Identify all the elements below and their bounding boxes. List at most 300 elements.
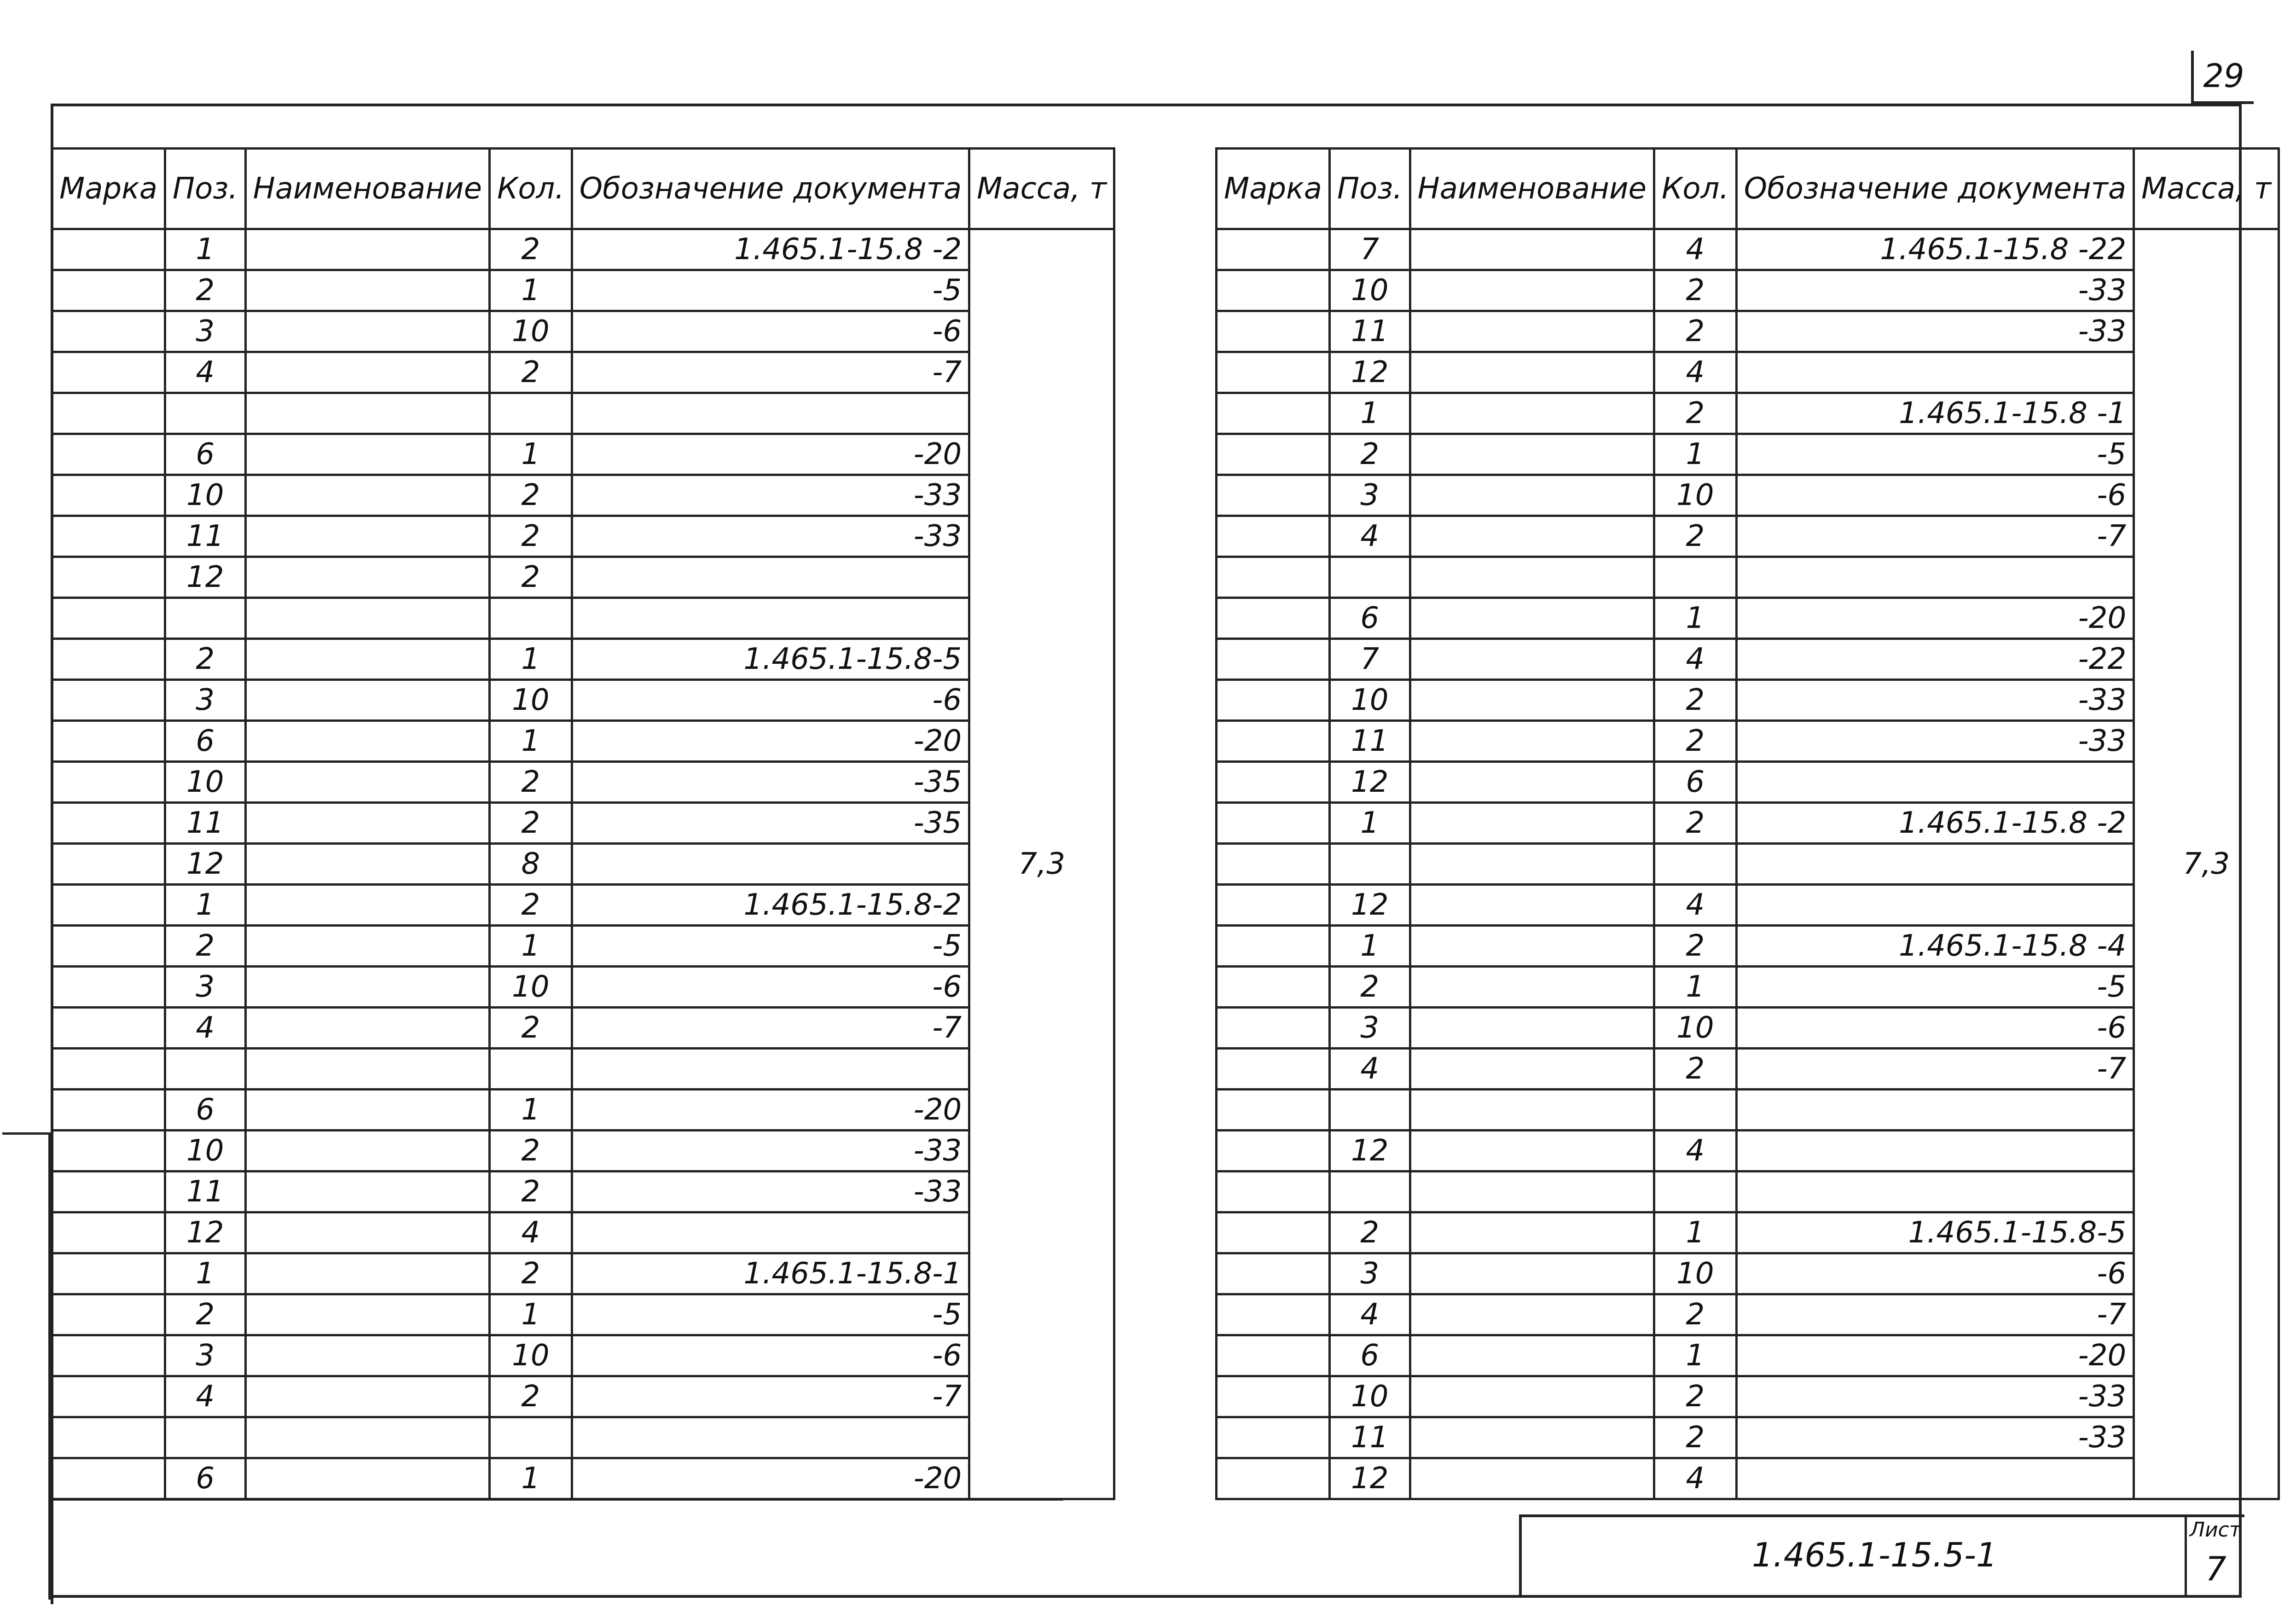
table-row xyxy=(52,803,1114,844)
table-cell xyxy=(52,434,165,475)
table-cell: -35 xyxy=(572,803,969,844)
table-cell: 1 xyxy=(1329,803,1410,844)
table-row xyxy=(1217,803,2279,844)
table-row xyxy=(52,352,1114,393)
table-cell: 2 xyxy=(1654,393,1736,434)
table-cell: 2 xyxy=(1654,311,1736,352)
table-cell: 1 xyxy=(1654,967,1736,1008)
table-cell: -20 xyxy=(572,1458,969,1499)
table-cell: 4 xyxy=(489,1212,572,1253)
table-cell: 7 xyxy=(1329,639,1410,680)
table-row xyxy=(1217,844,2279,885)
table-cell xyxy=(245,1090,489,1131)
column-header: Наименование xyxy=(245,149,489,229)
table-cell: 2 xyxy=(489,803,572,844)
table-cell xyxy=(1217,229,1330,270)
table-cell: -20 xyxy=(572,434,969,475)
table-row xyxy=(1217,557,2279,598)
table-cell xyxy=(245,1417,489,1458)
table-cell xyxy=(1329,1172,1410,1212)
table-cell xyxy=(1654,1090,1736,1131)
table-row xyxy=(52,680,1114,721)
table-cell: 2 xyxy=(489,762,572,803)
table-cell xyxy=(1217,557,1330,598)
table-cell xyxy=(1217,803,1330,844)
table-cell: 1 xyxy=(489,926,572,967)
table-cell: 6 xyxy=(1329,598,1410,639)
table-cell xyxy=(1736,1458,2133,1499)
table-cell xyxy=(52,1253,165,1294)
table-cell xyxy=(1217,885,1330,926)
table-cell: 1 xyxy=(489,639,572,680)
table-cell xyxy=(1410,1049,1654,1090)
table-cell xyxy=(52,926,165,967)
table-cell: 2 xyxy=(1654,1294,1736,1335)
table-cell xyxy=(52,1458,165,1499)
table-cell: 2 xyxy=(1654,1376,1736,1417)
table-cell: 12 xyxy=(165,1212,245,1253)
table-cell: 1 xyxy=(1654,598,1736,639)
table-row xyxy=(1217,721,2279,762)
table-row xyxy=(1217,967,2279,1008)
table-row xyxy=(52,229,1114,270)
table-cell xyxy=(1329,557,1410,598)
table-cell xyxy=(52,721,165,762)
table-cell: 4 xyxy=(1654,1458,1736,1499)
right-spec-table xyxy=(1215,147,2280,1500)
table-cell: -20 xyxy=(1736,598,2133,639)
table-cell: 12 xyxy=(1329,352,1410,393)
table-cell xyxy=(1410,598,1654,639)
table-row xyxy=(52,1008,1114,1049)
column-header: Обозначение документа xyxy=(572,149,969,229)
table-cell xyxy=(1217,1417,1330,1458)
table-cell xyxy=(572,1049,969,1090)
table-cell xyxy=(572,1417,969,1458)
table-cell xyxy=(52,516,165,557)
table-cell xyxy=(245,721,489,762)
table-cell xyxy=(245,1253,489,1294)
table-cell xyxy=(1410,1417,1654,1458)
table-row xyxy=(1217,1090,2279,1131)
column-header: Марка xyxy=(1217,149,1330,229)
table-cell: -7 xyxy=(1736,1049,2133,1090)
mass-cell: 7,3 xyxy=(2134,229,2279,1499)
sheet-cell xyxy=(2185,1517,2247,1595)
table-cell xyxy=(1217,598,1330,639)
table-cell xyxy=(245,393,489,434)
table-cell: 2 xyxy=(1329,434,1410,475)
table-cell: -5 xyxy=(1736,967,2133,1008)
table-row xyxy=(52,1049,1114,1090)
table-cell: 12 xyxy=(165,557,245,598)
table-cell xyxy=(245,1172,489,1212)
table-cell xyxy=(245,680,489,721)
table-cell: 2 xyxy=(1654,1417,1736,1458)
table-cell xyxy=(1410,475,1654,516)
table-cell xyxy=(1217,475,1330,516)
table-cell xyxy=(489,393,572,434)
table-row xyxy=(52,1335,1114,1376)
table-cell xyxy=(1217,1458,1330,1499)
table-cell: 4 xyxy=(165,352,245,393)
table-cell xyxy=(1736,1172,2133,1212)
frame-top xyxy=(51,104,2242,106)
table-cell xyxy=(1217,1212,1330,1253)
table-cell: 6 xyxy=(165,434,245,475)
table-cell xyxy=(1410,639,1654,680)
table-cell xyxy=(1217,1172,1330,1212)
table-row xyxy=(52,516,1114,557)
table-cell xyxy=(1736,762,2133,803)
table-cell xyxy=(165,1417,245,1458)
table-cell: 11 xyxy=(165,803,245,844)
table-cell: 1.465.1-15.8-5 xyxy=(1736,1212,2133,1253)
table-cell xyxy=(1654,844,1736,885)
table-cell xyxy=(52,393,165,434)
table-cell: 2 xyxy=(489,1131,572,1172)
table-cell xyxy=(489,1417,572,1458)
table-cell xyxy=(245,1335,489,1376)
table-cell xyxy=(1654,557,1736,598)
table-row xyxy=(52,1294,1114,1335)
column-header: Поз. xyxy=(1329,149,1410,229)
table-cell xyxy=(1410,1212,1654,1253)
table-row xyxy=(1217,516,2279,557)
table-cell xyxy=(52,967,165,1008)
table-row xyxy=(52,1253,1114,1294)
table-cell: 2 xyxy=(1329,967,1410,1008)
table-cell: 1 xyxy=(1329,926,1410,967)
table-row xyxy=(1217,1131,2279,1172)
table-cell: 7 xyxy=(1329,229,1410,270)
table-cell xyxy=(52,1090,165,1131)
table-cell: 3 xyxy=(165,680,245,721)
table-cell: -6 xyxy=(572,967,969,1008)
table-cell xyxy=(245,229,489,270)
table-cell xyxy=(245,598,489,639)
column-header: Масса, т xyxy=(2134,149,2279,229)
table-row xyxy=(52,926,1114,967)
table-row xyxy=(1217,1294,2279,1335)
table-cell: 2 xyxy=(489,885,572,926)
table-cell xyxy=(245,844,489,885)
table-cell xyxy=(245,1458,489,1499)
table-cell: 1 xyxy=(489,270,572,311)
table-cell xyxy=(52,557,165,598)
table-cell xyxy=(1217,926,1330,967)
table-cell xyxy=(52,844,165,885)
table-cell: 3 xyxy=(1329,1008,1410,1049)
table-cell: -7 xyxy=(572,1376,969,1417)
table-cell xyxy=(1736,885,2133,926)
table-cell: 1.465.1-15.8 -22 xyxy=(1736,229,2133,270)
table-row xyxy=(1217,352,2279,393)
table-row xyxy=(1217,393,2279,434)
table-row xyxy=(52,1172,1114,1212)
table-cell xyxy=(52,270,165,311)
table-row xyxy=(1217,1253,2279,1294)
table-cell: 4 xyxy=(1329,516,1410,557)
table-cell xyxy=(1410,1131,1654,1172)
table-cell xyxy=(1217,1253,1330,1294)
table-cell: 3 xyxy=(165,1335,245,1376)
table-cell: 10 xyxy=(489,311,572,352)
table-cell xyxy=(52,680,165,721)
table-cell: 2 xyxy=(489,1253,572,1294)
table-cell: 12 xyxy=(1329,885,1410,926)
table-row xyxy=(52,598,1114,639)
table-cell xyxy=(245,311,489,352)
side-strip xyxy=(2,1132,51,1600)
table-cell xyxy=(245,434,489,475)
table-cell: 11 xyxy=(1329,311,1410,352)
table-cell: 12 xyxy=(165,844,245,885)
table-cell: 4 xyxy=(1329,1294,1410,1335)
table-cell: 4 xyxy=(1654,885,1736,926)
table-cell: 2 xyxy=(1654,926,1736,967)
column-header: Масса, т xyxy=(969,149,1114,229)
table-cell xyxy=(1329,844,1410,885)
sheet-label: Лист xyxy=(2190,1518,2241,1542)
table-cell: 3 xyxy=(165,311,245,352)
table-cell: -5 xyxy=(572,926,969,967)
table-row xyxy=(1217,475,2279,516)
table-cell xyxy=(1217,1090,1330,1131)
table-cell xyxy=(1410,229,1654,270)
table-cell: 4 xyxy=(1654,229,1736,270)
table-cell: 10 xyxy=(489,967,572,1008)
table-cell: -35 xyxy=(572,762,969,803)
table-row xyxy=(52,1131,1114,1172)
table-cell xyxy=(245,475,489,516)
table-cell: -33 xyxy=(572,475,969,516)
table-cell: 1 xyxy=(489,434,572,475)
table-row xyxy=(52,1458,1114,1499)
table-cell xyxy=(245,803,489,844)
table-cell: 1.465.1-15.8-2 xyxy=(572,885,969,926)
sheet-number: 29 xyxy=(2191,51,2254,104)
table-cell: 11 xyxy=(165,1172,245,1212)
table-cell xyxy=(52,1335,165,1376)
table-row xyxy=(1217,926,2279,967)
table-cell: -6 xyxy=(1736,475,2133,516)
table-cell: -20 xyxy=(572,1090,969,1131)
table-cell: 2 xyxy=(1329,1212,1410,1253)
table-row xyxy=(1217,885,2279,926)
table-cell xyxy=(1410,721,1654,762)
table-cell xyxy=(52,475,165,516)
table-cell: 2 xyxy=(489,516,572,557)
table-cell xyxy=(1410,803,1654,844)
table-row xyxy=(1217,311,2279,352)
table-cell xyxy=(245,885,489,926)
table-cell: 1 xyxy=(1329,393,1410,434)
table-cell xyxy=(1217,516,1330,557)
table-cell: 1.465.1-15.8-5 xyxy=(572,639,969,680)
table-cell: 1 xyxy=(489,1458,572,1499)
table-cell: 1 xyxy=(165,229,245,270)
table-cell: -6 xyxy=(572,680,969,721)
table-cell: -5 xyxy=(572,270,969,311)
table-cell: 1 xyxy=(165,885,245,926)
table-cell xyxy=(1217,270,1330,311)
table-row xyxy=(52,762,1114,803)
table-cell: 2 xyxy=(1654,803,1736,844)
table-cell xyxy=(52,803,165,844)
table-cell xyxy=(1217,1335,1330,1376)
table-cell xyxy=(245,1049,489,1090)
table-cell: 1.465.1-15.8-1 xyxy=(572,1253,969,1294)
table-cell: 4 xyxy=(1654,1131,1736,1172)
table-cell: 10 xyxy=(1654,475,1736,516)
table-cell xyxy=(1217,1131,1330,1172)
table-cell: 2 xyxy=(1654,270,1736,311)
table-cell xyxy=(1410,516,1654,557)
table-cell: -33 xyxy=(1736,311,2133,352)
table-cell xyxy=(1217,434,1330,475)
table-cell xyxy=(245,762,489,803)
table-cell xyxy=(1217,352,1330,393)
table-row xyxy=(52,844,1114,885)
table-cell xyxy=(1736,1090,2133,1131)
table-cell xyxy=(1736,1131,2133,1172)
table-cell: 4 xyxy=(165,1376,245,1417)
table-cell xyxy=(1217,1294,1330,1335)
table-cell xyxy=(245,1294,489,1335)
table-cell: 10 xyxy=(1329,270,1410,311)
table-cell xyxy=(1410,1090,1654,1131)
column-header: Поз. xyxy=(165,149,245,229)
table-cell xyxy=(489,598,572,639)
table-cell: 1 xyxy=(489,1294,572,1335)
table-cell xyxy=(245,1212,489,1253)
table-cell: 1 xyxy=(1654,1335,1736,1376)
table-cell xyxy=(1217,1049,1330,1090)
table-row xyxy=(1217,680,2279,721)
table-row xyxy=(52,1376,1114,1417)
table-cell xyxy=(572,393,969,434)
table-cell xyxy=(1410,1253,1654,1294)
table-cell: 6 xyxy=(1654,762,1736,803)
table-cell xyxy=(1217,967,1330,1008)
table-cell: 2 xyxy=(165,639,245,680)
table-cell xyxy=(1410,352,1654,393)
table-cell: 4 xyxy=(1654,639,1736,680)
table-cell xyxy=(572,844,969,885)
table-cell xyxy=(572,1212,969,1253)
table-row xyxy=(52,885,1114,926)
table-cell xyxy=(52,1376,165,1417)
table-row xyxy=(52,1090,1114,1131)
table-cell xyxy=(1410,1294,1654,1335)
table-cell xyxy=(1736,557,2133,598)
table-cell: 2 xyxy=(489,1172,572,1212)
table-row xyxy=(52,1417,1114,1458)
table-cell: 1 xyxy=(1654,1212,1736,1253)
table-cell xyxy=(1217,844,1330,885)
column-header: Кол. xyxy=(489,149,572,229)
left-spec-table xyxy=(51,147,1115,1500)
table-cell xyxy=(1410,1458,1654,1499)
table-cell xyxy=(1410,393,1654,434)
table-cell: -33 xyxy=(1736,1376,2133,1417)
table-cell xyxy=(52,639,165,680)
table-cell xyxy=(1410,844,1654,885)
table-cell xyxy=(52,762,165,803)
table-row xyxy=(1217,1008,2279,1049)
table-cell: 4 xyxy=(1654,352,1736,393)
table-cell xyxy=(1410,967,1654,1008)
table-cell xyxy=(1217,639,1330,680)
table-cell: -6 xyxy=(572,311,969,352)
table-row xyxy=(1217,1049,2279,1090)
sheet-value: 7 xyxy=(2205,1549,2226,1588)
table-cell: 6 xyxy=(1329,1335,1410,1376)
column-header: Наименование xyxy=(1410,149,1654,229)
table-cell: -33 xyxy=(1736,1417,2133,1458)
table-row xyxy=(1217,598,2279,639)
table-cell xyxy=(245,1131,489,1172)
table-cell xyxy=(245,270,489,311)
table-cell xyxy=(52,1172,165,1212)
table-cell: 10 xyxy=(489,680,572,721)
column-header: Марка xyxy=(52,149,165,229)
table-cell: 4 xyxy=(165,1008,245,1049)
table-row xyxy=(52,1212,1114,1253)
table-cell xyxy=(52,1417,165,1458)
table-row xyxy=(1217,1212,2279,1253)
table-cell xyxy=(1410,1376,1654,1417)
table-cell: 10 xyxy=(489,1335,572,1376)
table-cell xyxy=(1410,885,1654,926)
table-cell xyxy=(489,1049,572,1090)
table-cell: 3 xyxy=(1329,475,1410,516)
table-cell: -33 xyxy=(572,1172,969,1212)
table-cell xyxy=(1217,1008,1330,1049)
table-row xyxy=(1217,762,2279,803)
table-row xyxy=(1217,1335,2279,1376)
table-cell: 10 xyxy=(1329,680,1410,721)
table-cell: -7 xyxy=(1736,1294,2133,1335)
table-row xyxy=(1217,1458,2279,1499)
table-cell xyxy=(1736,844,2133,885)
table-cell xyxy=(245,516,489,557)
table-cell: -7 xyxy=(572,1008,969,1049)
table-cell: 1 xyxy=(489,1090,572,1131)
table-cell: 2 xyxy=(165,1294,245,1335)
table-cell xyxy=(52,229,165,270)
table-cell xyxy=(572,557,969,598)
table-cell: 12 xyxy=(1329,1458,1410,1499)
table-cell: -20 xyxy=(572,721,969,762)
table-cell: 10 xyxy=(1329,1376,1410,1417)
table-cell: 2 xyxy=(489,352,572,393)
table-cell xyxy=(245,1376,489,1417)
table-cell: -6 xyxy=(1736,1008,2133,1049)
table-cell xyxy=(572,598,969,639)
table-cell: 2 xyxy=(489,1376,572,1417)
table-cell: -33 xyxy=(1736,270,2133,311)
table-cell xyxy=(52,1131,165,1172)
table-cell: -20 xyxy=(1736,1335,2133,1376)
table-row xyxy=(1217,229,2279,270)
table-cell xyxy=(245,557,489,598)
table-cell xyxy=(1410,1008,1654,1049)
table-cell xyxy=(52,1008,165,1049)
table-cell: -33 xyxy=(572,516,969,557)
table-cell xyxy=(245,639,489,680)
